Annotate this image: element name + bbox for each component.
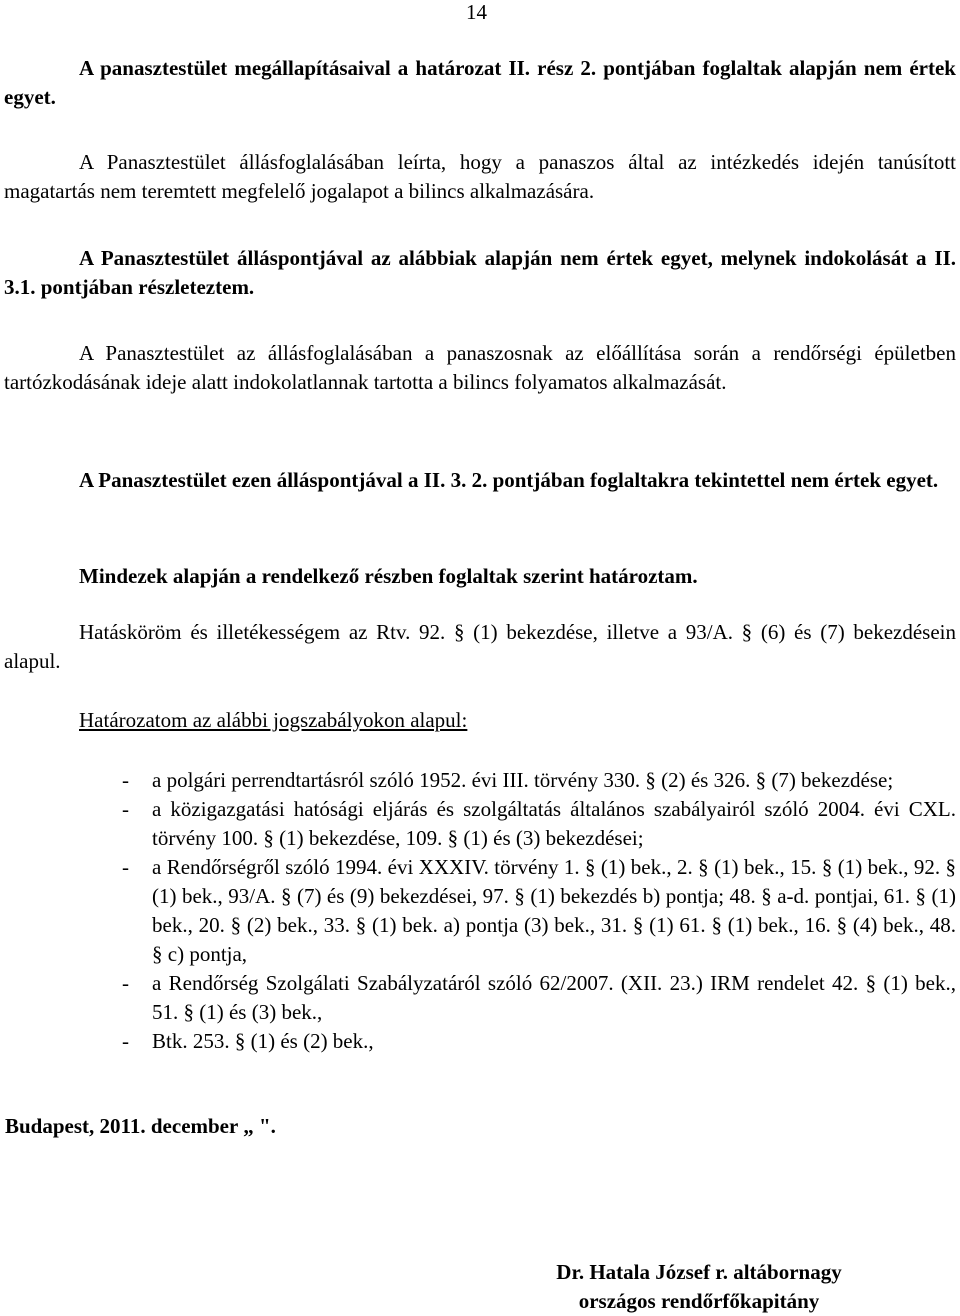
legal-basis-list <box>0 766 956 1056</box>
paragraph-1: A panasztestület megállapításaival a határozat II. rész 2. pontjában foglaltak alapján nem értek egyet. <box>4 56 956 109</box>
paragraph-2: A Panasztestület állásfoglalásában leírta, hogy a panaszos által az intézkedés idején tanúsított magatartás nem teremtett megfelelő jogalapot a bilincs alkalmazására. <box>4 150 956 203</box>
paragraph-3: A Panasztestület álláspontjával az alábbiak alapján nem értek egyet, melynek indokolását a II. 3.1. pontjában részleteztem. <box>4 246 956 299</box>
page-number: 14 <box>466 0 487 24</box>
date-line: Budapest, 2011. december „ ". <box>5 1114 276 1138</box>
paragraph-6: Mindezek alapján a rendelkező részben foglaltak szerint határoztam. <box>79 564 698 588</box>
signatory-title: országos rendőrfőkapitány <box>578 1289 820 1313</box>
paragraph-5: A Panasztestület ezen álláspontjával a II. 3. 2. pontjában foglaltakra tekintettel nem értek egyet. <box>79 468 939 492</box>
signatory-name: Dr. Hatala József r. altábornagy <box>556 1260 842 1284</box>
list-item: - a Rendőrség Szolgálati Szabályzatáról szóló 62/2007. (XII. 23.) IRM rendelet 42. § (1) bek., 51. § (1) és (3) bek., <box>122 971 956 1024</box>
signature-block <box>524 1258 874 1316</box>
paragraph-7: Hatásköröm és illetékességem az Rtv. 92. § (1) bekezdése, illetve a 93/A. § (6) és (7) bekezdésein alapul. <box>4 620 956 673</box>
list-item: - Btk. 253. § (1) és (2) bek., <box>122 1029 374 1053</box>
list-item: - a Rendőrségről szóló 1994. évi XXXIV. törvény 1. § (1) bek., 2. § (1) bek., 15. § (1) bek., 92. § (1) bek., 93/A. § (7) és (9) bekezdései, 97. § (1) bekezdés b) pontja; 48. § a-d. pontjai, 61. § (1) bek., 20. § (2) bek., 33. § (1) bek. a) pontja (3) bek., 31. § (1) 61. § (1) bek., 16. § (4) bek., 48. § c) pontja, <box>122 855 956 966</box>
legal-basis-heading: Határozatom az alábbi jogszabályokon alapul: <box>79 708 468 732</box>
list-item: - a közigazgatási hatósági eljárás és szolgáltatás általános szabályairól szóló 2004. évi CXL. törvény 100. § (1) bekezdése, 109. § (1) és (3) bekezdései; <box>122 797 956 850</box>
list-item: - a polgári perrendtartásról szóló 1952. évi III. törvény 330. § (2) és 326. § (7) bekezdése; <box>122 768 894 792</box>
paragraph-4: A Panasztestület az állásfoglalásában a panaszosnak az előállítása során a rendőrségi épületben tartózkodásának ideje alatt indokolatlannak tartotta a bilincs folyamatos alkalmazását. <box>4 341 956 394</box>
